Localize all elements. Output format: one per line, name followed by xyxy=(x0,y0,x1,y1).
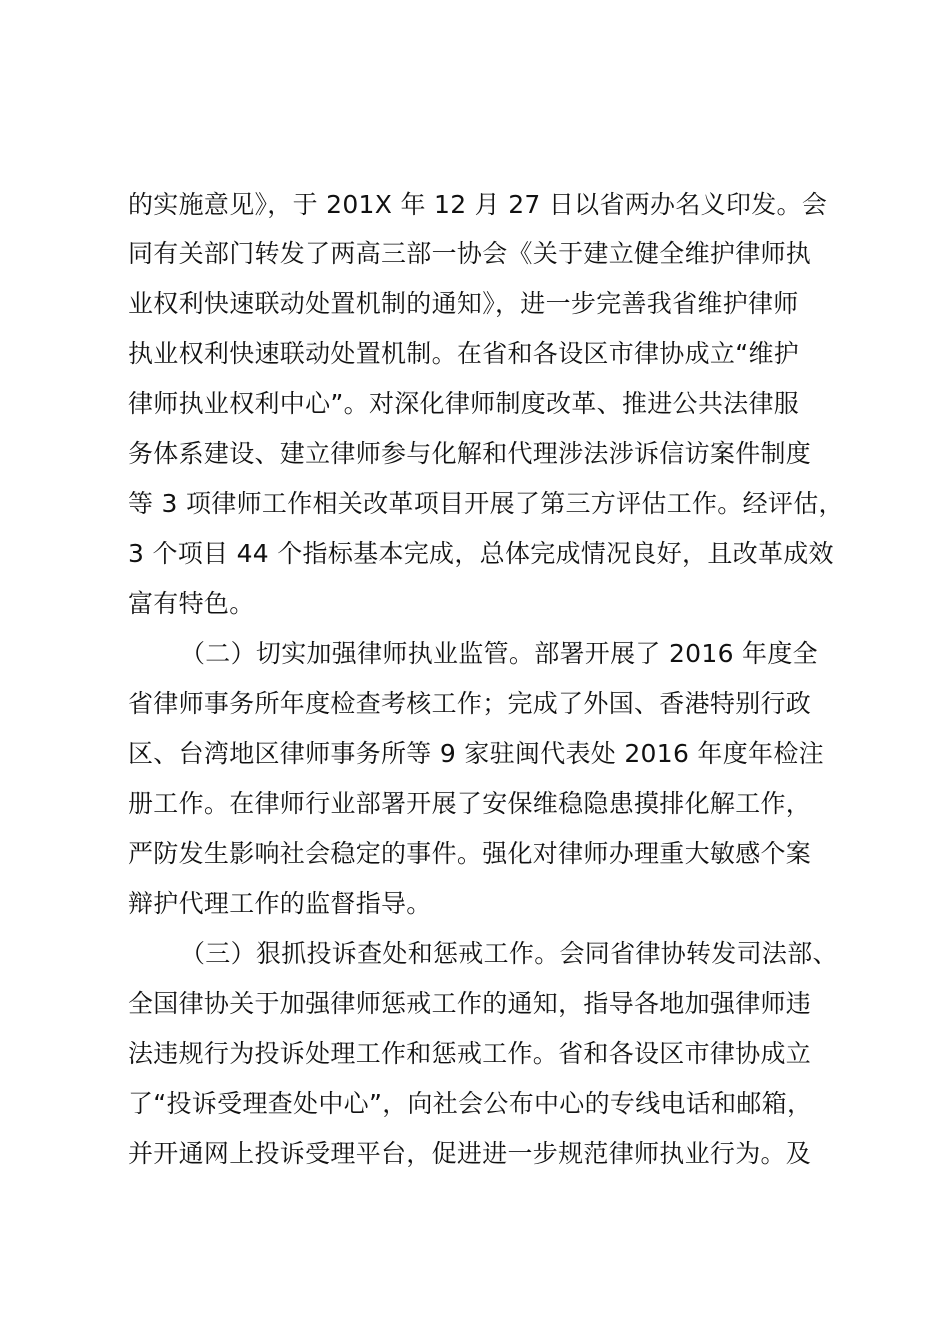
text-line: 务体系建设、建立律师参与化解和代理涉法涉诉信访案件制度 xyxy=(128,439,812,468)
section-heading-line: （三）狠抓投诉查处和惩戒工作。会同省律协转发司法部、 xyxy=(180,939,838,968)
text-line: 富有特色。 xyxy=(128,589,255,618)
text-line: 业权利快速联动处置机制的通知》，进一步完善我省维护律师 xyxy=(128,289,799,318)
text-line: 法违规行为投诉处理工作和惩戒工作。省和各设区市律协成立 xyxy=(128,1039,812,1068)
text-line: 3 个项目 44 个指标基本完成，总体完成情况良好，且改革成效 xyxy=(128,539,834,568)
text-line: 了“投诉受理查处中心”，向社会公布中心的专线电话和邮箱， xyxy=(128,1089,813,1118)
section-heading-line: （二）切实加强律师执业监管。部署开展了 2016 年度全 xyxy=(180,639,818,668)
text-line: 律师执业权利中心”。对深化律师制度改革、推进公共法律服 xyxy=(128,389,800,418)
text-line: 册工作。在律师行业部署开展了安保维稳隐患摸排化解工作， xyxy=(128,789,812,818)
text-line: 全国律协关于加强律师惩戒工作的通知，指导各地加强律师违 xyxy=(128,989,812,1018)
text-line: 的实施意见》，于 201X 年 12 月 27 日以省两办名义印发。会 xyxy=(128,190,828,219)
text-line: 同有关部门转发了两高三部一协会《关于建立健全维护律师执 xyxy=(128,239,812,268)
text-line: 省律师事务所年度检查考核工作；完成了外国、香港特别行政 xyxy=(128,689,812,718)
text-line: 区、台湾地区律师事务所等 9 家驻闽代表处 2016 年度年检注 xyxy=(128,739,824,768)
text-line: 并开通网上投诉受理平台，促进进一步规范律师执业行为。及 xyxy=(128,1139,812,1168)
text-line: 辩护代理工作的监督指导。 xyxy=(128,889,432,918)
text-line: 严防发生影响社会稳定的事件。强化对律师办理重大敏感个案 xyxy=(128,839,812,868)
text-line: 执业权利快速联动处置机制。在省和各设区市律协成立“维护 xyxy=(128,339,800,368)
text-line: 等 3 项律师工作相关改革项目开展了第三方评估工作。经评估， xyxy=(128,489,844,518)
